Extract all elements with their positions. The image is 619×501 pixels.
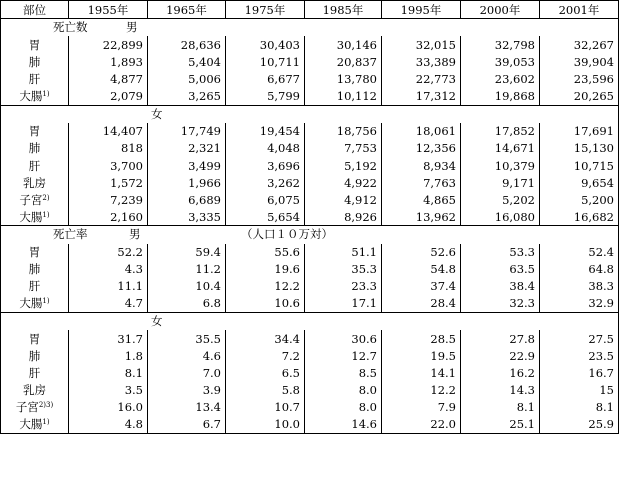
site-label: 胃: [28, 331, 41, 346]
site-label-cell: [1, 70, 69, 87]
value-cell: 8,926: [305, 208, 382, 226]
value-cell: 6.8: [148, 295, 226, 313]
value-cell: 10,112: [305, 88, 382, 106]
value-cell: 9,654: [540, 174, 619, 191]
value-cell: 8.0: [305, 399, 382, 416]
value-cell: 4,912: [305, 191, 382, 208]
site-label: 肝: [28, 365, 41, 380]
value-cell: 4.6: [148, 347, 226, 364]
value-cell: 34.4: [226, 330, 305, 347]
header-year: 1965年: [148, 1, 226, 19]
value-cell: 16.0: [69, 399, 148, 416]
site-label: 肺: [28, 141, 41, 156]
header-year: 1995年: [382, 1, 461, 19]
value-cell: 32,267: [540, 36, 619, 53]
value-cell: 12.2: [382, 381, 461, 398]
site-label-cell: [1, 244, 69, 261]
site-label: 肝: [28, 71, 41, 86]
value-cell: 7.0: [148, 364, 226, 381]
footnote-marker: 1): [42, 210, 50, 219]
site-label-cell: [1, 191, 69, 208]
value-cell: 1.8: [69, 347, 148, 364]
value-cell: 32.9: [540, 295, 619, 313]
value-cell: 8.5: [305, 364, 382, 381]
value-cell: 23.3: [305, 278, 382, 295]
site-label: 肺: [28, 54, 41, 69]
value-cell: 23,596: [540, 70, 619, 87]
value-cell: 5,006: [148, 70, 226, 87]
section-title: [1, 19, 619, 37]
site-label-cell: [1, 157, 69, 174]
value-cell: 39,904: [540, 53, 619, 70]
value-cell: 32,798: [461, 36, 540, 53]
site-label-cell: [1, 347, 69, 364]
site-label: 肝: [28, 158, 41, 173]
value-cell: 35.3: [305, 261, 382, 278]
value-cell: 13.4: [148, 399, 226, 416]
value-cell: 818: [69, 140, 148, 157]
value-cell: 4,922: [305, 174, 382, 191]
value-cell: 12.2: [226, 278, 305, 295]
value-cell: 35.5: [148, 330, 226, 347]
value-cell: 8.1: [540, 399, 619, 416]
value-cell: 19,454: [226, 123, 305, 140]
table-row: [1, 174, 619, 191]
value-cell: 53.3: [461, 244, 540, 261]
table-row: [1, 330, 619, 347]
value-cell: 14,407: [69, 123, 148, 140]
value-cell: 22.9: [461, 347, 540, 364]
header-row: [1, 1, 619, 19]
value-cell: 19.5: [382, 347, 461, 364]
value-cell: 7.2: [226, 347, 305, 364]
table-row: [1, 53, 619, 70]
site-label-cell: [1, 88, 69, 106]
value-cell: 32,015: [382, 36, 461, 53]
value-cell: 17.1: [305, 295, 382, 313]
value-cell: 37.4: [382, 278, 461, 295]
table-row: [1, 381, 619, 398]
table-row: [1, 347, 619, 364]
value-cell: 22,899: [69, 36, 148, 53]
value-cell: 5,654: [226, 208, 305, 226]
value-cell: 28.5: [382, 330, 461, 347]
value-cell: 23,602: [461, 70, 540, 87]
value-cell: 17,852: [461, 123, 540, 140]
value-cell: 3,499: [148, 157, 226, 174]
value-cell: 20,837: [305, 53, 382, 70]
value-cell: 6,689: [148, 191, 226, 208]
value-cell: 14.3: [461, 381, 540, 398]
value-cell: 63.5: [461, 261, 540, 278]
site-label-cell: [1, 364, 69, 381]
site-label: 大腸: [19, 89, 43, 104]
site-label-cell: [1, 278, 69, 295]
site-label: 子宮: [19, 192, 43, 207]
value-cell: 33,389: [382, 53, 461, 70]
section-title-sex: 男: [129, 227, 141, 242]
header-year: 2001年: [540, 1, 619, 19]
value-cell: 10.0: [226, 416, 305, 434]
section-title: [1, 226, 619, 244]
value-cell: 11.2: [148, 261, 226, 278]
value-cell: 10.4: [148, 278, 226, 295]
section-header-row: [1, 226, 619, 244]
site-label-cell: [1, 261, 69, 278]
value-cell: 30.6: [305, 330, 382, 347]
value-cell: 5.8: [226, 381, 305, 398]
value-cell: 14.6: [305, 416, 382, 434]
value-cell: 27.5: [540, 330, 619, 347]
value-cell: 12,356: [382, 140, 461, 157]
table-row: [1, 364, 619, 381]
site-label: 乳房: [23, 382, 46, 397]
value-cell: 39,053: [461, 53, 540, 70]
value-cell: 17,749: [148, 123, 226, 140]
value-cell: 2,079: [69, 88, 148, 106]
value-cell: 4.7: [69, 295, 148, 313]
value-cell: 1,893: [69, 53, 148, 70]
site-label: 大腸: [19, 296, 43, 311]
footnote-marker: 1): [42, 297, 50, 306]
value-cell: 10.7: [226, 399, 305, 416]
value-cell: 6.5: [226, 364, 305, 381]
table-row: [1, 88, 619, 106]
site-label-cell: [1, 140, 69, 157]
value-cell: 4,877: [69, 70, 148, 87]
value-cell: 3,696: [226, 157, 305, 174]
value-cell: 9,171: [461, 174, 540, 191]
value-cell: 32.3: [461, 295, 540, 313]
site-label-cell: [1, 174, 69, 191]
value-cell: 18,756: [305, 123, 382, 140]
footnote-marker: 2): [42, 193, 50, 202]
value-cell: 5,404: [148, 53, 226, 70]
value-cell: 14,671: [461, 140, 540, 157]
value-cell: 19.6: [226, 261, 305, 278]
header-year: 1975年: [226, 1, 305, 19]
value-cell: 10,379: [461, 157, 540, 174]
site-label: 乳房: [23, 175, 46, 190]
value-cell: 7.9: [382, 399, 461, 416]
value-cell: 2,321: [148, 140, 226, 157]
value-cell: 30,146: [305, 36, 382, 53]
value-cell: 4,865: [382, 191, 461, 208]
value-cell: 3,262: [226, 174, 305, 191]
value-cell: 4,048: [226, 140, 305, 157]
value-cell: 28.4: [382, 295, 461, 313]
value-cell: 25.1: [461, 416, 540, 434]
table-row: [1, 140, 619, 157]
value-cell: 10,715: [540, 157, 619, 174]
table-row: [1, 70, 619, 87]
value-cell: 15: [540, 381, 619, 398]
site-label-cell: [1, 123, 69, 140]
site-label-cell: [1, 208, 69, 226]
value-cell: 15,130: [540, 140, 619, 157]
value-cell: 3.5: [69, 381, 148, 398]
value-cell: 10,711: [226, 53, 305, 70]
value-cell: 16.7: [540, 364, 619, 381]
value-cell: 16.2: [461, 364, 540, 381]
section-title-measure: 死亡数: [53, 20, 88, 35]
value-cell: 19,868: [461, 88, 540, 106]
value-cell: 3.9: [148, 381, 226, 398]
value-cell: 3,700: [69, 157, 148, 174]
value-cell: 7,753: [305, 140, 382, 157]
value-cell: 5,200: [540, 191, 619, 208]
section-header-row: [1, 312, 619, 330]
table-row: [1, 295, 619, 313]
value-cell: 64.8: [540, 261, 619, 278]
section-title-sex: 女: [151, 106, 163, 121]
value-cell: 22,773: [382, 70, 461, 87]
value-cell: 54.8: [382, 261, 461, 278]
value-cell: 4.8: [69, 416, 148, 434]
value-cell: 7,763: [382, 174, 461, 191]
value-cell: 6,075: [226, 191, 305, 208]
value-cell: 8,934: [382, 157, 461, 174]
value-cell: 22.0: [382, 416, 461, 434]
site-label: 胃: [28, 37, 41, 52]
value-cell: 3,265: [148, 88, 226, 106]
value-cell: 1,966: [148, 174, 226, 191]
section-title-sex: 男: [126, 20, 138, 35]
site-label: 胃: [28, 245, 41, 260]
table-row: [1, 36, 619, 53]
site-label-cell: [1, 295, 69, 313]
value-cell: 20,265: [540, 88, 619, 106]
value-cell: 5,192: [305, 157, 382, 174]
value-cell: 27.8: [461, 330, 540, 347]
table-body: [1, 19, 619, 434]
value-cell: 11.1: [69, 278, 148, 295]
value-cell: 8.0: [305, 381, 382, 398]
value-cell: 12.7: [305, 347, 382, 364]
value-cell: 16,080: [461, 208, 540, 226]
value-cell: 28,636: [148, 36, 226, 53]
value-cell: 38.4: [461, 278, 540, 295]
value-cell: 30,403: [226, 36, 305, 53]
section-title: [1, 105, 619, 123]
section-title: [1, 312, 619, 330]
section-title-measure: 死亡率: [53, 227, 88, 242]
value-cell: 25.9: [540, 416, 619, 434]
value-cell: 5,799: [226, 88, 305, 106]
value-cell: 31.7: [69, 330, 148, 347]
site-label-cell: [1, 36, 69, 53]
header-year: 1985年: [305, 1, 382, 19]
value-cell: 4.3: [69, 261, 148, 278]
site-label-cell: [1, 416, 69, 434]
value-cell: 51.1: [305, 244, 382, 261]
header-site-label: 部位: [1, 1, 69, 19]
header-year: 2000年: [461, 1, 540, 19]
value-cell: 5,202: [461, 191, 540, 208]
value-cell: 17,312: [382, 88, 461, 106]
section-title-unit: （人口１０万対）: [241, 227, 333, 242]
footnote-marker: 2)3): [38, 401, 54, 410]
value-cell: 2,160: [69, 208, 148, 226]
value-cell: 55.6: [226, 244, 305, 261]
value-cell: 7,239: [69, 191, 148, 208]
header-year: 1955年: [69, 1, 148, 19]
value-cell: 10.6: [226, 295, 305, 313]
value-cell: 6,677: [226, 70, 305, 87]
footnote-marker: 1): [42, 90, 50, 99]
value-cell: 8.1: [461, 399, 540, 416]
site-label-cell: [1, 330, 69, 347]
value-cell: 14.1: [382, 364, 461, 381]
value-cell: 13,780: [305, 70, 382, 87]
site-label: 肺: [28, 262, 41, 277]
site-label: 大腸: [19, 417, 43, 432]
site-label-cell: [1, 381, 69, 398]
table-row: [1, 123, 619, 140]
site-label: 肺: [28, 348, 41, 363]
section-header-row: [1, 105, 619, 123]
value-cell: 38.3: [540, 278, 619, 295]
site-label-cell: [1, 399, 69, 416]
value-cell: 59.4: [148, 244, 226, 261]
site-label-cell: [1, 53, 69, 70]
value-cell: 52.4: [540, 244, 619, 261]
site-label: 胃: [28, 124, 41, 139]
table-row: [1, 261, 619, 278]
section-title-sex: 女: [151, 313, 163, 328]
table-row: [1, 278, 619, 295]
value-cell: 8.1: [69, 364, 148, 381]
section-header-row: [1, 19, 619, 37]
site-label: 子宮: [15, 400, 39, 415]
value-cell: 6.7: [148, 416, 226, 434]
table-row: [1, 416, 619, 434]
table-row: [1, 244, 619, 261]
value-cell: 52.2: [69, 244, 148, 261]
table-row: [1, 191, 619, 208]
table-row: [1, 208, 619, 226]
site-label: 大腸: [19, 209, 43, 224]
value-cell: 52.6: [382, 244, 461, 261]
value-cell: 23.5: [540, 347, 619, 364]
footnote-marker: 1): [42, 418, 50, 427]
table-row: [1, 157, 619, 174]
value-cell: 1,572: [69, 174, 148, 191]
value-cell: 13,962: [382, 208, 461, 226]
value-cell: 3,335: [148, 208, 226, 226]
site-label: 肝: [28, 279, 41, 294]
value-cell: 18,061: [382, 123, 461, 140]
value-cell: 16,682: [540, 208, 619, 226]
table-row: [1, 399, 619, 416]
value-cell: 17,691: [540, 123, 619, 140]
